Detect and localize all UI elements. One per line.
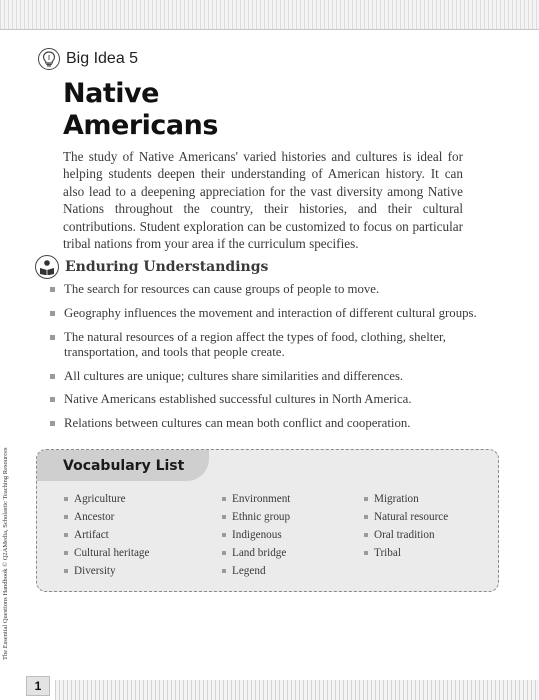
bullet-square-icon	[222, 551, 226, 555]
bullet-square-icon	[364, 551, 368, 555]
bullet-square-icon	[64, 515, 68, 519]
bullet-square-icon	[222, 515, 226, 519]
vocabulary-word: Ancestor	[74, 511, 115, 523]
vocabulary-column-2	[222, 492, 290, 582]
top-stripe-border	[0, 0, 539, 30]
bullet-square-icon	[64, 533, 68, 537]
list-item	[50, 416, 490, 431]
bottom-stripe-border	[55, 680, 539, 700]
vocabulary-column-3	[364, 492, 448, 564]
list-item	[50, 330, 490, 360]
vocabulary-item	[222, 492, 290, 510]
list-item-text: The search for resources can cause groups of people to move.	[64, 282, 380, 296]
bullet-square-icon	[50, 397, 55, 402]
list-item	[50, 282, 490, 297]
list-item-text: Geography influences the movement and interaction of different cultural groups.	[64, 305, 477, 320]
vocabulary-item	[364, 546, 448, 564]
bullet-square-icon	[64, 569, 68, 573]
vocabulary-item	[222, 510, 290, 528]
reader-book-icon	[35, 255, 59, 279]
vocabulary-title: Vocabulary List	[63, 457, 185, 474]
bullet-square-icon	[64, 497, 68, 501]
vocabulary-word: Artifact	[74, 529, 109, 541]
vocabulary-item	[364, 510, 448, 528]
list-item-text: All cultures are unique; cultures share similarities and differences.	[64, 368, 404, 383]
page-title	[63, 78, 363, 142]
vocabulary-item	[64, 564, 150, 582]
lightbulb-icon	[38, 48, 60, 70]
list-item	[50, 306, 490, 321]
vocabulary-word: Environment	[232, 493, 291, 505]
vocabulary-word: Land bridge	[232, 547, 287, 559]
vocabulary-tab	[37, 450, 209, 481]
bullet-square-icon	[50, 311, 55, 316]
vocabulary-item	[64, 510, 150, 528]
bullet-square-icon	[222, 569, 226, 573]
vocabulary-word: Oral tradition	[374, 529, 435, 541]
bullet-square-icon	[50, 335, 55, 340]
enduring-understandings-list	[50, 282, 490, 440]
vocabulary-word: Natural resource	[374, 511, 449, 523]
enduring-understandings-header	[35, 254, 268, 280]
side-copyright-credit: The Essential Questions Handbook © Q2AMedia, Scholastic Teaching Resources	[2, 447, 9, 660]
list-item-text: The natural resources of a region affect the types of food, clothing, shelter, transportation, and tools that people create.	[64, 329, 446, 359]
bullet-square-icon	[222, 533, 226, 537]
list-item	[50, 369, 490, 384]
list-item-text: Native Americans established successful cultures in North America.	[64, 392, 412, 407]
big-idea-header	[38, 46, 138, 72]
vocabulary-item	[364, 528, 448, 546]
vocabulary-item	[64, 492, 150, 510]
intro-paragraph: The study of Native Americans' varied histories and cultures is ideal for helping students deepen their understanding of American history. It can also lead to a deepening appreciation for the vast diversity among Native Nations throughout the country, their histories, and their cultural contributions. Student exploration can be customized to focus on particular tribal nations from your area if the curriculum specifies.	[63, 149, 463, 252]
vocabulary-word: Legend	[232, 565, 266, 577]
bullet-square-icon	[364, 515, 368, 519]
vocabulary-item	[222, 528, 290, 546]
bullet-square-icon	[222, 497, 226, 501]
vocabulary-column-1	[64, 492, 150, 582]
bullet-square-icon	[364, 497, 368, 501]
vocabulary-word: Diversity	[74, 565, 116, 577]
bullet-square-icon	[64, 551, 68, 555]
page-number: 1	[26, 676, 50, 696]
vocabulary-word: Migration	[374, 493, 419, 505]
list-item-text: Relations between cultures can mean both conflict and cooperation.	[64, 416, 411, 431]
list-item	[50, 392, 490, 407]
bullet-square-icon	[50, 374, 55, 379]
vocabulary-word: Indigenous	[232, 529, 282, 541]
bullet-square-icon	[50, 421, 55, 426]
vocabulary-item	[222, 546, 290, 564]
bullet-square-icon	[50, 287, 55, 292]
vocabulary-item	[64, 528, 150, 546]
title-line-1: Native	[63, 78, 159, 109]
title-line-2: Americans	[63, 110, 218, 141]
vocabulary-word: Cultural heritage	[74, 547, 150, 559]
vocabulary-item	[222, 564, 290, 582]
big-idea-label: Big Idea 5	[66, 50, 139, 67]
enduring-understandings-title: Enduring Understandings	[65, 259, 269, 275]
bullet-square-icon	[364, 533, 368, 537]
vocabulary-word: Ethnic group	[232, 511, 291, 523]
vocabulary-word: Agriculture	[74, 493, 126, 505]
vocabulary-item	[64, 546, 150, 564]
vocabulary-item	[364, 492, 448, 510]
vocabulary-word: Tribal	[374, 547, 401, 559]
